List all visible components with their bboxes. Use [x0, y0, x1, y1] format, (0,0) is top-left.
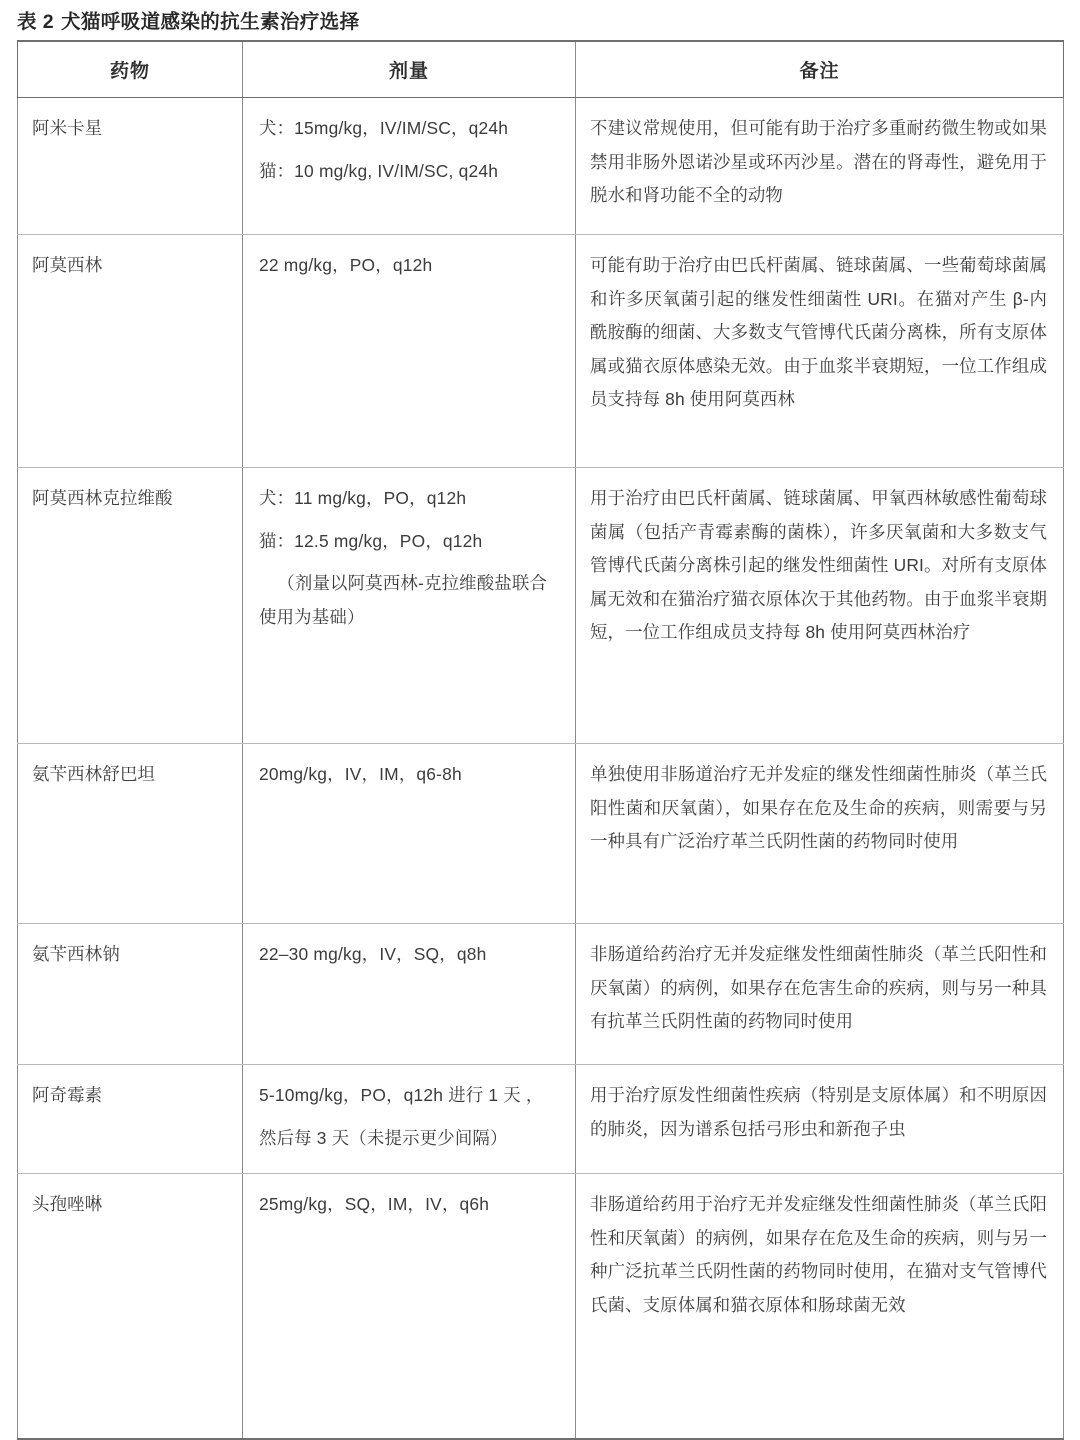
cell-dose: [243, 1174, 576, 1440]
cell-drug: 氨苄西林钠: [18, 924, 243, 1065]
dose-line: 然后每 3 天（未提示更少间隔）: [259, 1127, 508, 1148]
notes-text: 单独使用非肠道治疗无并发症的继发性细菌性肺炎（革兰氏阳性菌和厌氧菌），如果存在危及生命的疾病，则需要与另一种具有广泛治疗革兰氏阴性菌的药物同时使用: [590, 764, 1047, 852]
notes-text: 可能有助于治疗由巴氏杆菌属、链球菌属、一些葡萄球菌属和许多厌氧菌引起的继发性细菌性 URI。在猫对产生 β-内酰胺酶的细菌、大多数支气管博代氏菌分离株，所有支原体属或猫衣原体感染无效。由于血浆半衰期短，一位工作组成员支持每 8h 使用阿莫西林: [590, 255, 1047, 410]
table-row: [18, 235, 1064, 468]
table-row: [18, 468, 1064, 744]
cell-dose: [243, 744, 576, 924]
column-header-drug: 药物: [18, 41, 243, 98]
dose-line: 5-10mg/kg，PO，q12h 进行 1 天 ，: [259, 1085, 544, 1105]
table-row: [18, 924, 1064, 1065]
dose-line: 犬：15mg/kg，IV/IM/SC，q24h: [259, 118, 509, 138]
table-row: [18, 1065, 1064, 1174]
notes-text: 用于治疗由巴氏杆菌属、链球菌属、甲氧西林敏感性葡萄球菌属（包括产青霉素酶的菌株），许多厌氧菌和大多数支气管博代氏菌分离株引起的继发性细菌性 URI。对所有支原体属无效和在猫治疗猫衣原体次于其他药物。由于血浆半衰期短，一位工作组成员支持每 8h 使用阿莫西林治疗: [590, 488, 1047, 643]
dose-line: （剂量以阿莫西林-克拉维酸盐联合使用为基础）: [259, 573, 548, 627]
cell-drug: 阿莫西林: [18, 235, 243, 468]
cell-drug: 阿莫西林克拉维酸: [18, 468, 243, 744]
notes-text: 用于治疗原发性细菌性疾病（特别是支原体属）和不明原因的肺炎，因为谱系包括弓形虫和新孢子虫: [590, 1085, 1047, 1139]
notes-text: 非肠道给药治疗无并发症继发性细菌性肺炎（革兰氏阳性和厌氧菌）的病例，如果存在危害生命的疾病，则与另一种具有抗革兰氏阴性菌的药物同时使用: [590, 944, 1047, 1032]
table-header: [18, 41, 1064, 98]
cell-notes: [576, 744, 1064, 924]
cell-notes: [576, 235, 1064, 468]
column-header-notes: 备注: [576, 41, 1064, 98]
notes-text: 不建议常规使用，但可能有助于治疗多重耐药微生物或如果禁用非肠外恩诺沙星或环丙沙星。潜在的肾毒性，避免用于脱水和肾功能不全的动物: [590, 118, 1047, 206]
table-caption: [17, 6, 359, 34]
table-header-row: [18, 41, 1064, 98]
table-caption-number: 表 2: [17, 11, 54, 33]
notes-text: 非肠道给药用于治疗无并发症继发性细菌性肺炎（革兰氏阳性和厌氧菌）的病例，如果存在危及生命的疾病，则与另一种广泛抗革兰氏阴性菌的药物同时使用，在猫对支气管博代氏菌、支原体属和猫衣原体和肠球菌无效: [590, 1194, 1047, 1315]
cell-drug: 头孢唑啉: [18, 1174, 243, 1440]
cell-dose: [243, 1065, 576, 1174]
dose-line: 20mg/kg，IV，IM，q6-8h: [259, 764, 462, 784]
table-caption-text: 犬猫呼吸道感染的抗生素治疗选择: [60, 11, 360, 33]
cell-dose: [243, 468, 576, 744]
antibiotic-treatment-table: [17, 40, 1064, 1440]
cell-dose: [243, 235, 576, 468]
dose-line: 猫：10 mg/kg, IV/IM/SC, q24h: [259, 160, 499, 181]
cell-notes: [576, 98, 1064, 235]
dose-line: 猫：12.5 mg/kg，PO，q12h: [259, 530, 483, 551]
table-row: [18, 744, 1064, 924]
cell-notes: [576, 924, 1064, 1065]
cell-notes: [576, 468, 1064, 744]
cell-drug: 阿米卡星: [18, 98, 243, 235]
dose-line: 22 mg/kg，PO，q12h: [259, 255, 433, 275]
cell-notes: [576, 1174, 1064, 1440]
column-header-dose: 剂量: [243, 41, 576, 98]
dose-line: 22–30 mg/kg，IV，SQ，q8h: [259, 944, 487, 964]
cell-drug: 阿奇霉素: [18, 1065, 243, 1174]
cell-dose: [243, 924, 576, 1065]
table-row: [18, 98, 1064, 235]
dose-line: 犬：11 mg/kg，PO，q12h: [259, 488, 467, 508]
table-row: [18, 1174, 1064, 1440]
cell-dose: [243, 98, 576, 235]
cell-notes: [576, 1065, 1064, 1174]
dose-line: 25mg/kg，SQ，IM，IV，q6h: [259, 1194, 490, 1215]
cell-drug: 氨苄西林舒巴坦: [18, 744, 243, 924]
table-body: [18, 98, 1064, 1440]
